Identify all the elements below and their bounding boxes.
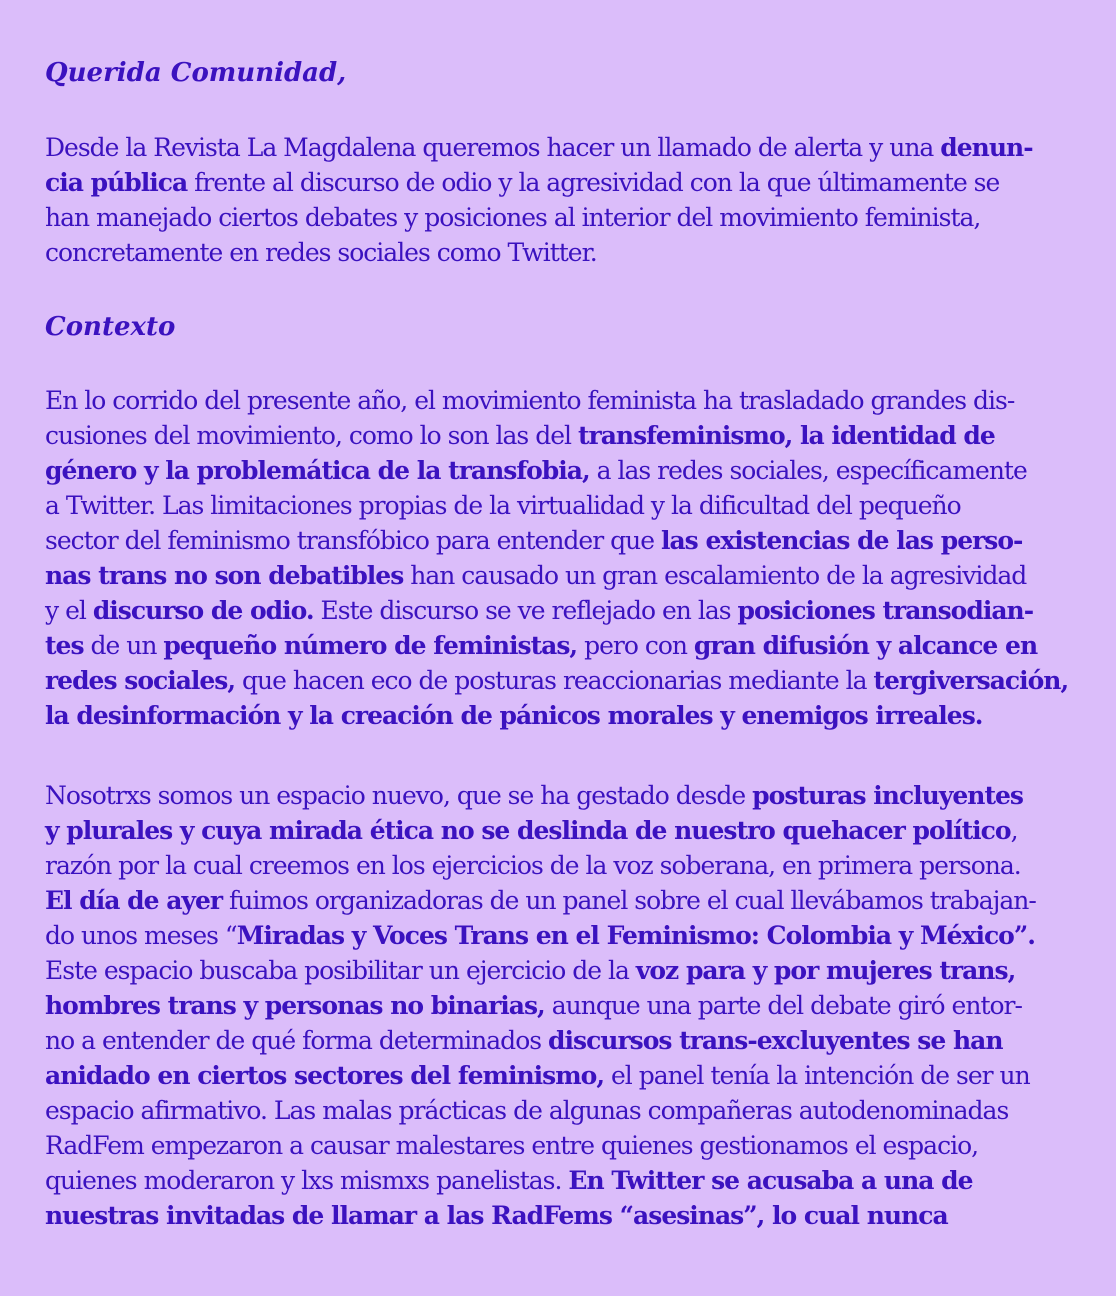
text-line: la desinformación y la creación de pánicos morales y enemigos irreales.: [45, 701, 983, 730]
text-line: tes de un pequeño número de feministas, pero con gran difusión y alcance en: [45, 631, 1038, 660]
text-line: razón por la cual creemos en los ejercicios de la voz soberana, en primera persona.: [45, 851, 1021, 880]
text-line: nuestras invitadas de llamar a las RadFems “asesinas”, lo cual nunca: [45, 1201, 948, 1230]
text-line: El día de ayer fuimos organizadoras de un panel sobre el cual llevábamos trabajan-: [45, 886, 1036, 915]
text-line: nas trans no son debatibles han causado un gran escalamiento de la agresividad: [45, 561, 1027, 590]
text-line: espacio afirmativo. Las malas prácticas de algunas compañeras autodenominadas: [45, 1096, 1009, 1125]
text-line: y plurales y cuya mirada ética no se deslinda de nuestro quehacer político,: [45, 816, 1018, 845]
text-line: do unos meses “Miradas y Voces Trans en el Feminismo: Colombia y México”.: [45, 921, 1035, 950]
text-line: En lo corrido del presente año, el movimiento feminista ha trasladado grandes dis-: [45, 386, 1015, 415]
paragraph-intro: [45, 130, 1073, 270]
text-line: sector del feminismo transfóbico para entender que las existencias de las perso-: [45, 526, 1023, 555]
text-line: no a entender de qué forma determinados discursos trans-excluyentes se han: [45, 1026, 1003, 1055]
text-line: Nosotrxs somos un espacio nuevo, que se ha gestado desde posturas incluyentes: [45, 781, 1023, 810]
text-line: anidado en ciertos sectores del feminismo, el panel tenía la intención de ser un: [45, 1061, 1030, 1090]
text-line: hombres trans y personas no binarias, aunque una parte del debate giró entor-: [45, 991, 1022, 1020]
paragraph-context: [45, 383, 1073, 733]
letter-greeting: Querida Comunidad,: [45, 58, 347, 88]
text-line: concretamente en redes sociales como Twitter.: [45, 238, 597, 267]
text-line: redes sociales, que hacen eco de posturas reaccionarias mediante la tergiversación,: [45, 666, 1069, 695]
text-line: RadFem empezaron a causar malestares entre quienes gestionamos el espacio,: [45, 1131, 979, 1160]
paragraph-about-us: [45, 778, 1073, 1233]
text-line: han manejado ciertos debates y posiciones al interior del movimiento feminista,: [45, 203, 981, 232]
section-title: Contexto: [45, 312, 176, 342]
text-line: Desde la Revista La Magdalena queremos hacer un llamado de alerta y una denun-: [45, 133, 1033, 162]
text-line: Este espacio buscaba posibilitar un ejercicio de la voz para y por mujeres trans,: [45, 956, 1016, 985]
text-line: cusiones del movimiento, como lo son las del transfeminismo, la identidad de: [45, 421, 995, 450]
text-line: a Twitter. Las limitaciones propias de la virtualidad y la dificultad del pequeño: [45, 491, 961, 520]
text-line: género y la problemática de la transfobia, a las redes sociales, específicamente: [45, 456, 1027, 485]
text-line: cia pública frente al discurso de odio y la agresividad con la que últimamente se: [45, 168, 1000, 197]
text-line: y el discurso de odio. Este discurso se ve reflejado en las posiciones transodian-: [45, 596, 1034, 625]
text-line: quienes moderaron y lxs mismxs panelistas. En Twitter se acusaba a una de: [45, 1166, 973, 1195]
